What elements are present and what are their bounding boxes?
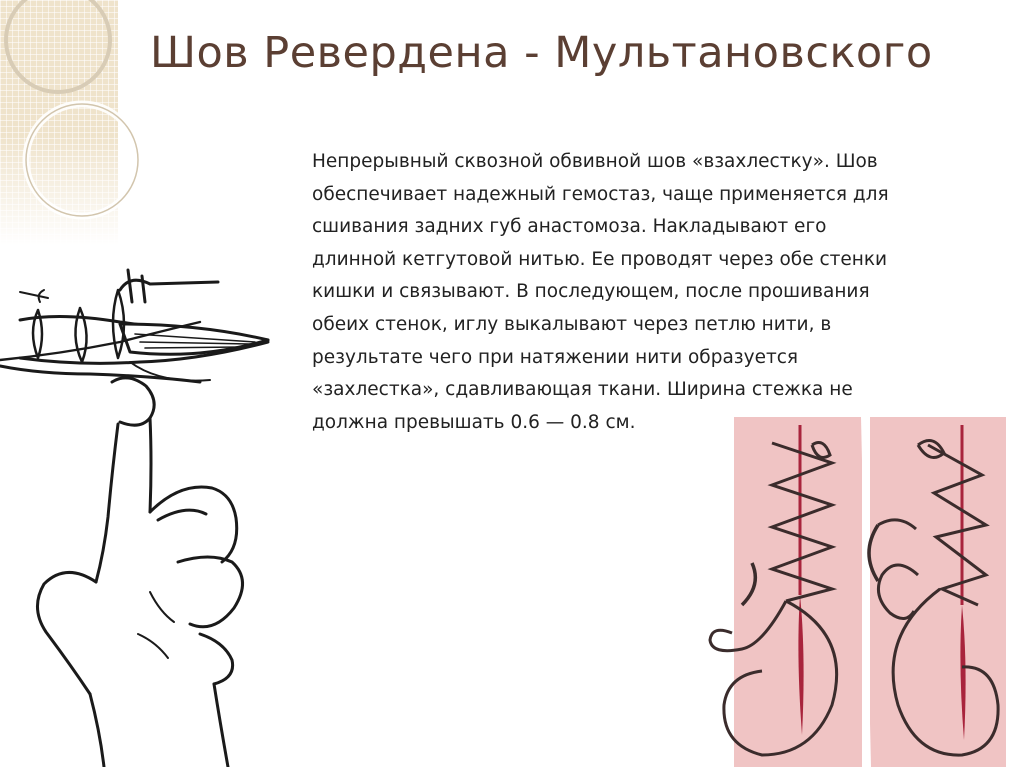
description-text [312, 146, 1002, 439]
text-line: «захлестка», сдавливающая ткани. Ширина стежка не [312, 379, 853, 401]
text-line: Непрерывный сквозной обвивной шов «взахлестку». Шов [312, 151, 878, 172]
text-line: сшивания задних губ анастомоза. Накладывают его [312, 216, 827, 238]
text-line: должна превышать 0.6 — 0.8 см. [312, 411, 636, 433]
hand-suture-icon [0, 262, 300, 767]
text-line: обеспечивает надежный гемостаз, чаще применяется для [312, 183, 889, 205]
text-line: результате чего при натяжении нити образуется [312, 346, 799, 368]
text-line: кишки и связывают. В последующем, после прошивания [312, 281, 870, 303]
slide-title: Шов Ревердена - Мультановского [150, 28, 933, 78]
corner-rings-decoration [0, 0, 140, 245]
text-line: длинной кетгутовой нитью. Ее проводят через обе стенки [312, 248, 888, 270]
suture-diagram-icon [682, 405, 1024, 767]
text-line: обеих стенок, иглу выкалывают через петлю нити, в [312, 313, 832, 335]
